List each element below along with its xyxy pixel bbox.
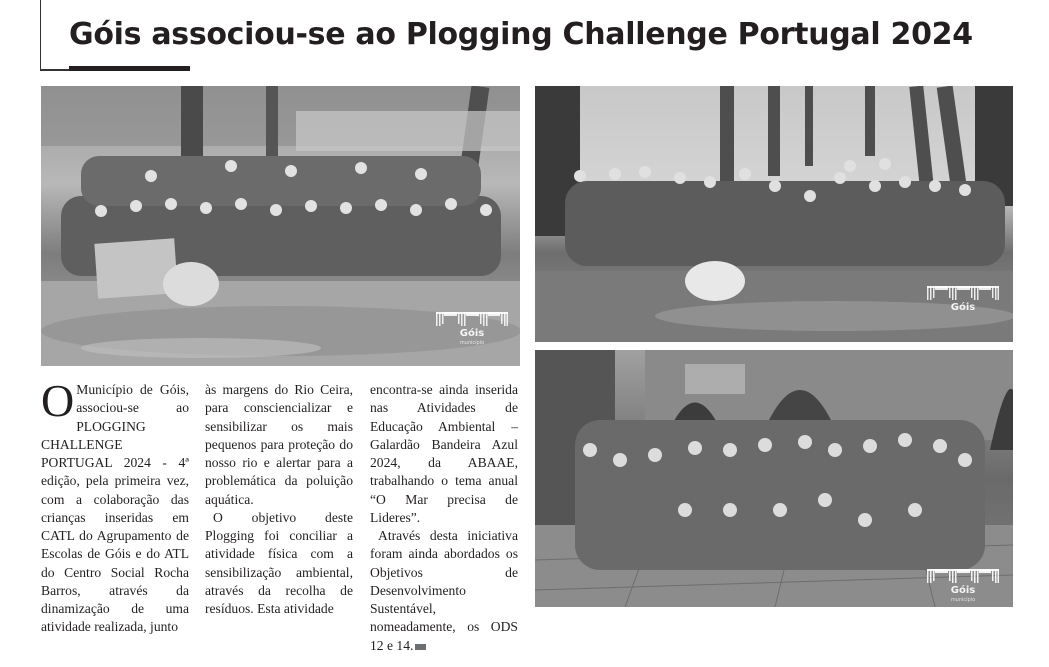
watermark-subtitle: município [950,597,976,603]
gois-bridge-logo-icon [927,569,999,583]
watermark-subtitle: município [459,340,485,346]
gois-bridge-logo-icon [927,286,999,300]
article-column-3 [370,381,518,655]
article-column-1 [41,375,189,637]
article-column-2 [205,381,353,618]
gois-watermark [436,312,508,346]
photo-grove-group [535,86,1013,342]
article-paragraph: às margens do Rio Ceira, para consciencializar e sensibilizar os mais pequenos para proteção do nosso rio e alertar para a problemática da poluição aquática. [205,382,353,507]
article-paragraph: Município de Góis, associou-se ao PLOGGING CHALLENGE PORTUGAL 2024 - 4ª edição, pela primeira vez, com a colaboração das crianças inseridas em CATL do Agrupamento de Escolas de Góis e do ATL do Centro Social Rocha Barros, através da dinamização de uma atividade realizada, junto [41,382,189,635]
drop-cap: O [41,375,75,426]
watermark-name: Góis [950,585,976,596]
end-of-article-mark-icon [415,644,426,650]
gois-bridge-logo-icon [436,312,508,326]
headline-accent-bar [69,66,190,71]
gois-watermark [927,569,999,603]
photo-riverside-group [41,86,520,366]
article-headline: Góis associou-se ao Plogging Challenge Portugal 2024 [69,17,973,52]
article-paragraph-last [370,527,518,655]
gois-watermark [927,286,999,314]
article-paragraph-text: Através desta iniciativa foram ainda abordados os Objetivos de Desenvolvimento Sustentável, nomeadamente, os ODS 12 e 14. [370,528,518,653]
watermark-name: Góis [950,302,976,313]
article-paragraph: O objetivo deste Plogging foi conciliar a atividade física com a sensibilização ambiental, através da recolha de resíduos. Esta atividade [205,509,353,616]
photo-bridge-group [535,350,1013,607]
watermark-name: Góis [459,328,485,339]
article-paragraph: encontra-se ainda inserida nas Atividades de Educação Ambiental – Galardão Bandeira Azul 2024, da ABAAE, trabalhando o tema anual “O Mar precisa de Lideres”. [370,382,518,525]
headline-frame-bottom-line [40,69,70,71]
